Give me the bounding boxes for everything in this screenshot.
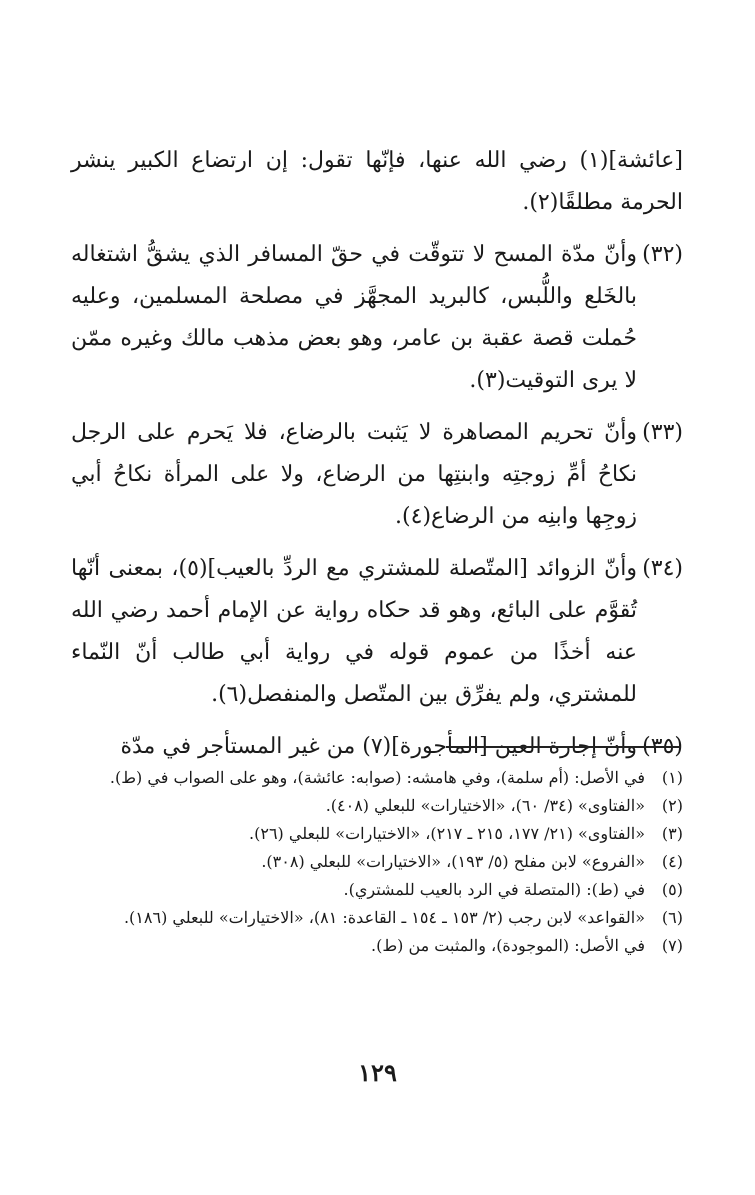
footnote-number: (٦) <box>661 908 683 927</box>
footnote-number: (١) <box>661 768 683 787</box>
numbered-paragraph-33 <box>71 412 683 538</box>
paragraph-text: وأنّ مدّة المسح لا تتوقّت في حقّ المسافر الذي يشقُّ اشتغاله بالخَلع واللُّبس، كالبريد المجهَّز في مصلحة المسلمين، وعليه حُملت قصة عقبة بن عامر، وهو بعض مذهب مالك وغيره ممّن لا يرى التوقيت(٣). <box>71 242 637 393</box>
footnote <box>71 792 683 820</box>
paragraph-number: (٣٢) <box>642 242 683 267</box>
footnote-text: «الفروع» لابن مفلح (٥/ ١٩٣)، «الاختيارات» للبعلي (٣٠٨). <box>261 852 645 871</box>
footnote-number: (٥) <box>661 880 683 899</box>
footnote-text: في الأصل: (الموجودة)، والمثبت من (ط). <box>370 936 645 955</box>
paragraph-number: (٣٤) <box>642 556 684 581</box>
footnote <box>71 904 683 932</box>
footnotes <box>71 764 683 960</box>
paragraph-number: (٣٣) <box>642 420 683 445</box>
page-number: ١٢٩ <box>358 1058 397 1087</box>
paragraph-continuation: [عائشة](١) رضي الله عنها، فإنّها تقول: إن ارتضاع الكبير ينشر الحرمة مطلقًا(٢). <box>71 148 683 215</box>
numbered-paragraph-34 <box>71 548 683 716</box>
footnote <box>71 932 683 960</box>
footnote <box>71 848 683 876</box>
footnote-number: (٤) <box>661 852 683 871</box>
footnote-text: «الفتاوى» (٣٤/ ٦٠)، «الاختيارات» للبعلي (٤٠٨). <box>325 796 645 815</box>
footnote-text: في (ط): (المتصلة في الرد بالعيب للمشتري). <box>343 880 645 899</box>
paragraph-text: وأنّ إجارة العين [المأجورة](٧) من غير المستأجر في مدّة <box>120 734 637 759</box>
footnote <box>71 876 683 904</box>
footnote-number: (٧) <box>661 936 683 955</box>
footnote-text: «الفتاوى» (٢١/ ١٧٧، ٢١٥ ـ ٢١٧)، «الاختيارات» للبعلي (٢٦). <box>249 824 645 843</box>
paragraph-number: (٣٥) <box>642 734 683 759</box>
numbered-paragraph-32 <box>71 234 683 402</box>
paragraph-text: وأنّ تحريم المصاهرة لا يَثبت بالرضاع، فلا يَحرم على الرجل نكاحُ أمِّ زوجتِه وابنتِها من الرضاع، ولا على المرأة نكاحُ أبي زوجِها وابنِه من الرضاع(٤). <box>71 420 637 529</box>
footnote-divider <box>446 746 681 748</box>
footnote <box>71 820 683 848</box>
main-body-text <box>71 140 683 778</box>
footnote-text: «القواعد» لابن رجب (٢/ ١٥٣ ـ ١٥٤ ـ القاعدة: ٨١)، «الاختيارات» للبعلي (١٨٦). <box>123 908 645 927</box>
footnote-number: (٢) <box>661 796 683 815</box>
footnote <box>71 764 683 792</box>
footnote-text: في الأصل: (أم سلمة)، وفي هامشه: (صوابه: عائشة)، وهو على الصواب في (ط). <box>109 768 645 787</box>
paragraph-text: وأنّ الزوائد [المتّصلة للمشتري مع الردِّ بالعيب](٥)، بمعنى أنّها تُقوَّم على البائع، وهو قد حكاه رواية عن الإمام أحمد رضي الله عنه أخذًا من عموم قوله في رواية أبي طالب أنّ النّماء للمشتري، ولم يفرِّق بين المتّصل والمنفصل(٦). <box>71 556 638 707</box>
footnote-number: (٣) <box>661 824 683 843</box>
